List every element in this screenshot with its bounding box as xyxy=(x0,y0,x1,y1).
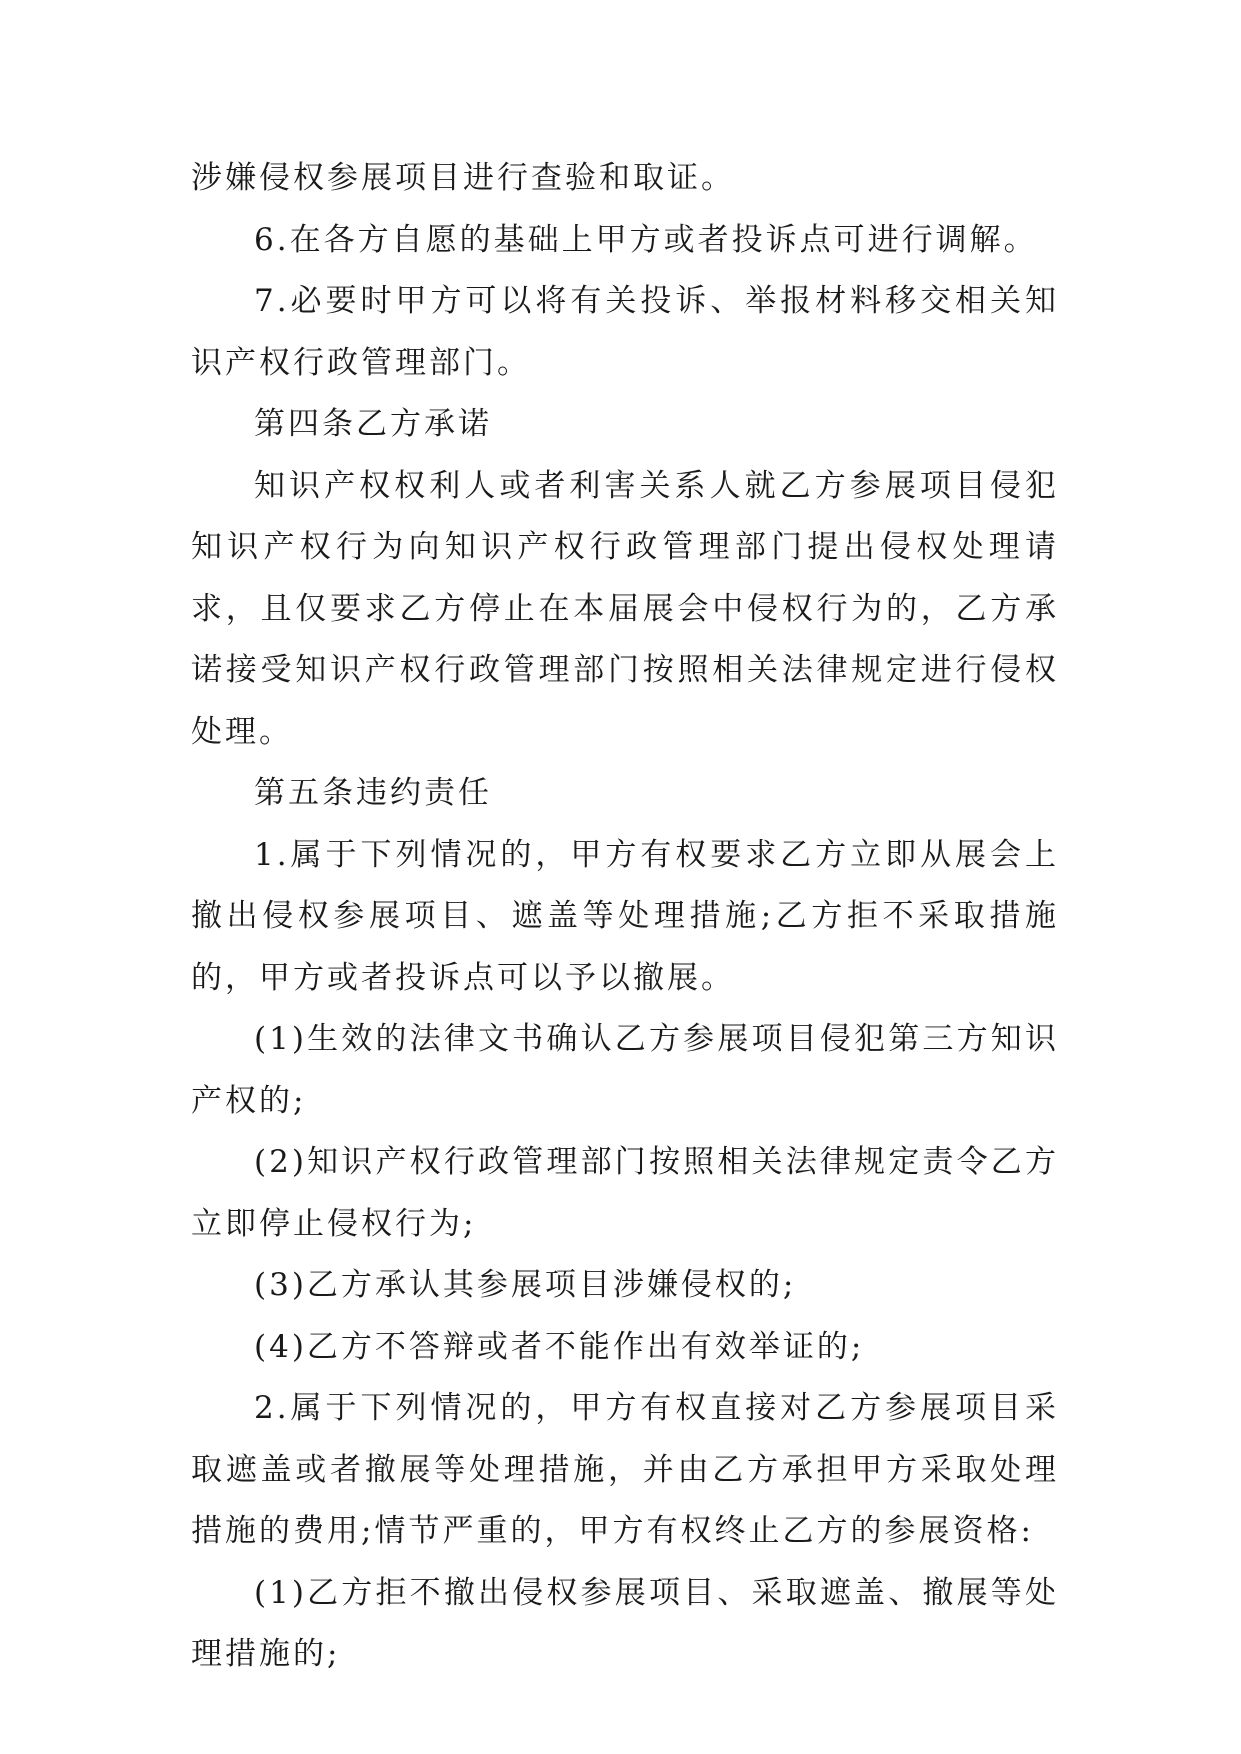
paragraph-subitem-1-4: (4)乙方不答辩或者不能作出有效举证的; xyxy=(254,1328,865,1365)
document-body xyxy=(191,148,1059,1686)
paragraph-subitem-1-1: (1)生效的法律文书确认乙方参展项目侵犯第三方知识产权的; xyxy=(191,1021,1059,1119)
paragraph-item-2: 2.属于下列情况的，甲方有权直接对乙方参展项目采取遮盖或者撤展等处理措施，并由乙方承担甲方采取处理措施的费用;情节严重的，甲方有权终止乙方的参展资格: xyxy=(191,1390,1059,1549)
paragraph-subitem-2-1: (1)乙方拒不撤出侵权参展项目、采取遮盖、撤展等处理措施的; xyxy=(191,1574,1059,1672)
paragraph-subitem-1-3: (3)乙方承认其参展项目涉嫌侵权的; xyxy=(254,1267,797,1303)
section-heading-article-4: 第四条乙方承诺 xyxy=(254,406,492,442)
section-heading-article-5: 第五条违约责任 xyxy=(254,775,492,811)
paragraph-item-7: 7.必要时甲方可以将有关投诉、举报材料移交相关知识产权行政管理部门。 xyxy=(191,283,1059,381)
paragraph-continuation: 涉嫌侵权参展项目进行查验和取证。 xyxy=(191,160,735,196)
paragraph-item-6: 6.在各方自愿的基础上甲方或者投诉点可进行调解。 xyxy=(254,221,1038,258)
paragraph-article-4-body: 知识产权权利人或者利害关系人就乙方参展项目侵犯知识产权行为向知识产权行政管理部门提出侵权处理请求，且仅要求乙方停止在本届展会中侵权行为的，乙方承诺接受知识产权行政管理部门按照相关法律规定进行侵权处理。 xyxy=(191,467,1059,750)
paragraph-item-1: 1.属于下列情况的，甲方有权要求乙方立即从展会上撤出侵权参展项目、遮盖等处理措施;乙方拒不采取措施的，甲方或者投诉点可以予以撤展。 xyxy=(191,836,1059,996)
paragraph-subitem-1-2: (2)知识产权行政管理部门按照相关法律规定责令乙方立即停止侵权行为; xyxy=(191,1144,1059,1242)
